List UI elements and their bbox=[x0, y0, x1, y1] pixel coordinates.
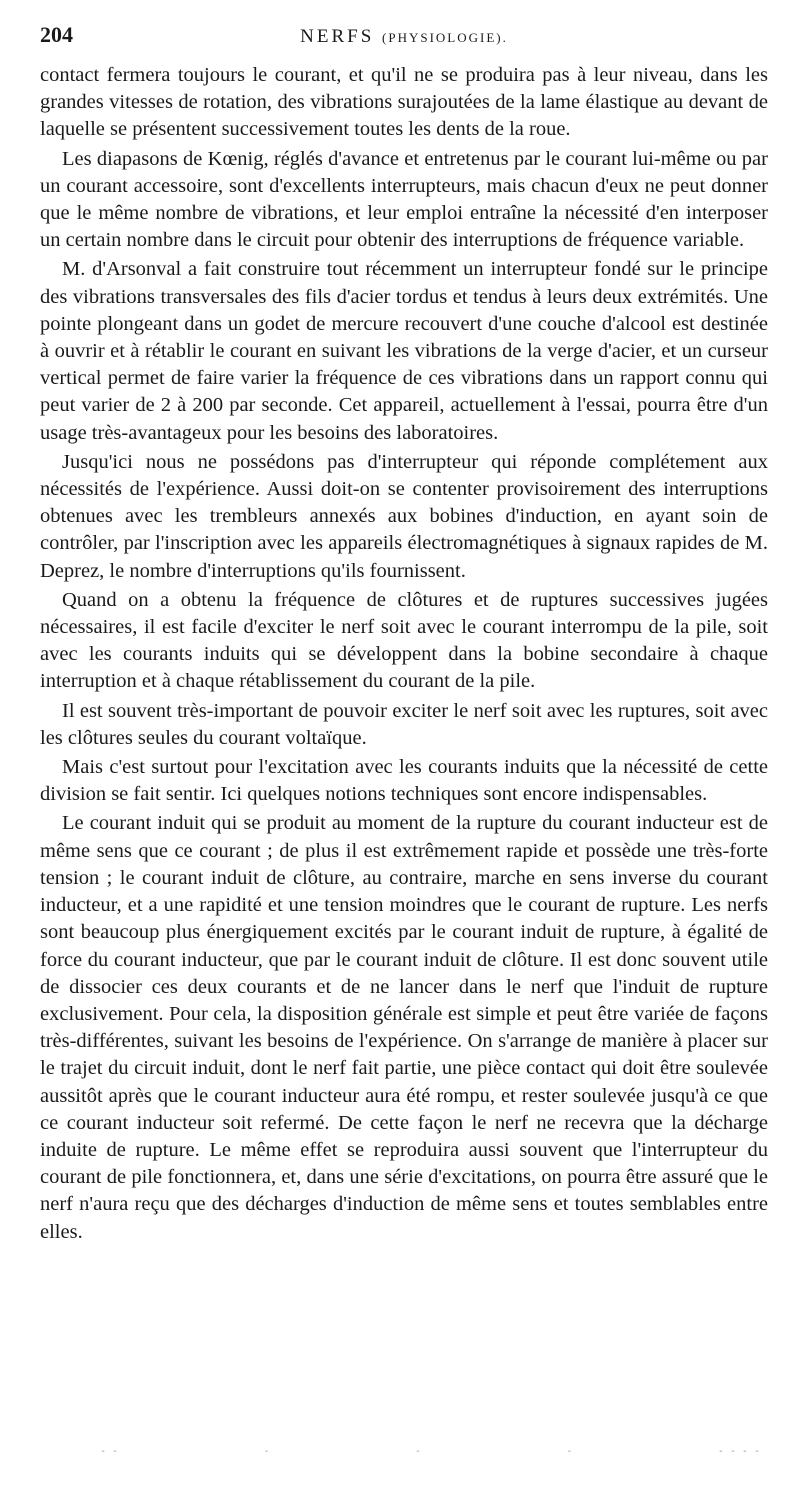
paragraph: Il est souvent très-important de pouvoir exciter le nerf soit avec les ruptures, soit avec les clôtures seules du courant voltaïque. bbox=[40, 699, 768, 749]
paragraph: contact fermera toujours le courant, et qu'il ne se produira pas à leur niveau, dans les grandes vitesses de rotation, des vibrations surajoutées de la lame élastique au devant de laquelle se présentent successivement toutes les dents de la roue. bbox=[40, 64, 768, 141]
running-title bbox=[100, 26, 768, 48]
print-mark: - bbox=[414, 1446, 421, 1457]
paragraph: Les diapasons de Kœnig, réglés d'avance et entretenus par le courant lui-même ou par un courant accessoire, sont d'excellents interrupteurs, mais chacun d'eux ne peut donner que le même nombre de vibrations, et leur emploi entraîne la nécessité d'en interposer un certain nombre dans le circuit pour obtenir des interruptions de fréquence variable. bbox=[40, 147, 768, 252]
print-mark: - - - - bbox=[717, 1446, 760, 1457]
print-mark: - - bbox=[100, 1446, 119, 1457]
page-number: 204 bbox=[40, 22, 73, 47]
print-mark: - bbox=[566, 1446, 573, 1457]
paragraph: Jusqu'ici nous ne possédons pas d'interrupteur qui réponde complétement aux nécessités de l'expérience. Aussi doit-on se contenter provisoirement des interruptions obtenues avec les trembleurs annexés aux bobines d'induction, en ayant soin de contrôler, par l'inscription avec les appareils électromagnétiques à signaux rapides de M. Deprez, le nombre d'interruptions qu'ils fournissent. bbox=[40, 450, 768, 582]
paragraph: Mais c'est surtout pour l'excitation avec les courants induits que la nécessité de cette division se fait sentir. Ici quelques notions techniques sont encore indispensables. bbox=[40, 756, 768, 806]
paragraph: M. d'Arsonval a fait construire tout récemment un interrupteur fondé sur le principe des vibrations transversales des fils d'acier tordus et tendus à leurs deux extrémités. Une pointe plongeant dans un godet de mercure recouvert d'une couche d'alcool est destinée à ouvrir et à rétablir le courant en suivant les vibrations de la verge d'acier, et un curseur vertical permet de faire varier la fréquence de ces vibrations dans un rapport connu qui peut varier de 2 à 200 par seconde. Cet appareil, actuellement à l'essai, pourra être d'un usage très-avantageux pour les besoins des laboratoires. bbox=[40, 258, 768, 444]
body-text bbox=[40, 62, 768, 1246]
paragraph: Quand on a obtenu la fréquence de clôtures et de ruptures successives jugées nécessaires, il est facile d'exciter le nerf soit avec le courant interrompu de la pile, soit avec les courants induits qui se développent dans la bobine secondaire à chaque interruption et à chaque rétablissement du courant de la pile. bbox=[40, 588, 768, 693]
print-marks bbox=[100, 1446, 760, 1457]
print-mark: - bbox=[263, 1446, 270, 1457]
chapter-title: NERFS bbox=[300, 26, 375, 47]
chapter-subtitle: (PHYSIOLOGIE). bbox=[382, 30, 508, 45]
paragraph: Le courant induit qui se produit au moment de la rupture du courant inducteur est de même sens que ce courant ; de plus il est extrêmement rapide et possède une très-forte tension ; le courant induit de clôture, au contraire, marche en sens inverse du courant inducteur, et a une rapidité et une tension moindres que le courant de rupture. Les nerfs sont beaucoup plus énergiquement excités par le courant induit de rupture, à égalité de force du courant inducteur, que par le courant induit de clôture. Il est donc souvent utile de dissocier ces deux courants et de ne lancer dans le nerf que l'induit de rupture exclusivement. Pour cela, la disposition générale est simple et peut être variée de façons très-différentes, suivant les besoins de l'expérience. On s'arrange de manière à placer sur le trajet du circuit induit, dont le nerf fait partie, une pièce contact qui doit être soulevée aussitôt après que le courant inducteur aura été rompu, et rester soulevée jusqu'à ce que ce courant inducteur soit refermé. De cette façon le nerf ne recevra que la décharge induite de rupture. Le même effet se reproduira aussi souvent que l'interrupteur du courant de pile fonctionnera, et, dans une série d'excitations, on pourra être assuré que le nerf n'aura reçu que des décharges d'induction de même sens et toutes semblables entre elles. bbox=[40, 812, 768, 1243]
running-head bbox=[40, 22, 768, 54]
